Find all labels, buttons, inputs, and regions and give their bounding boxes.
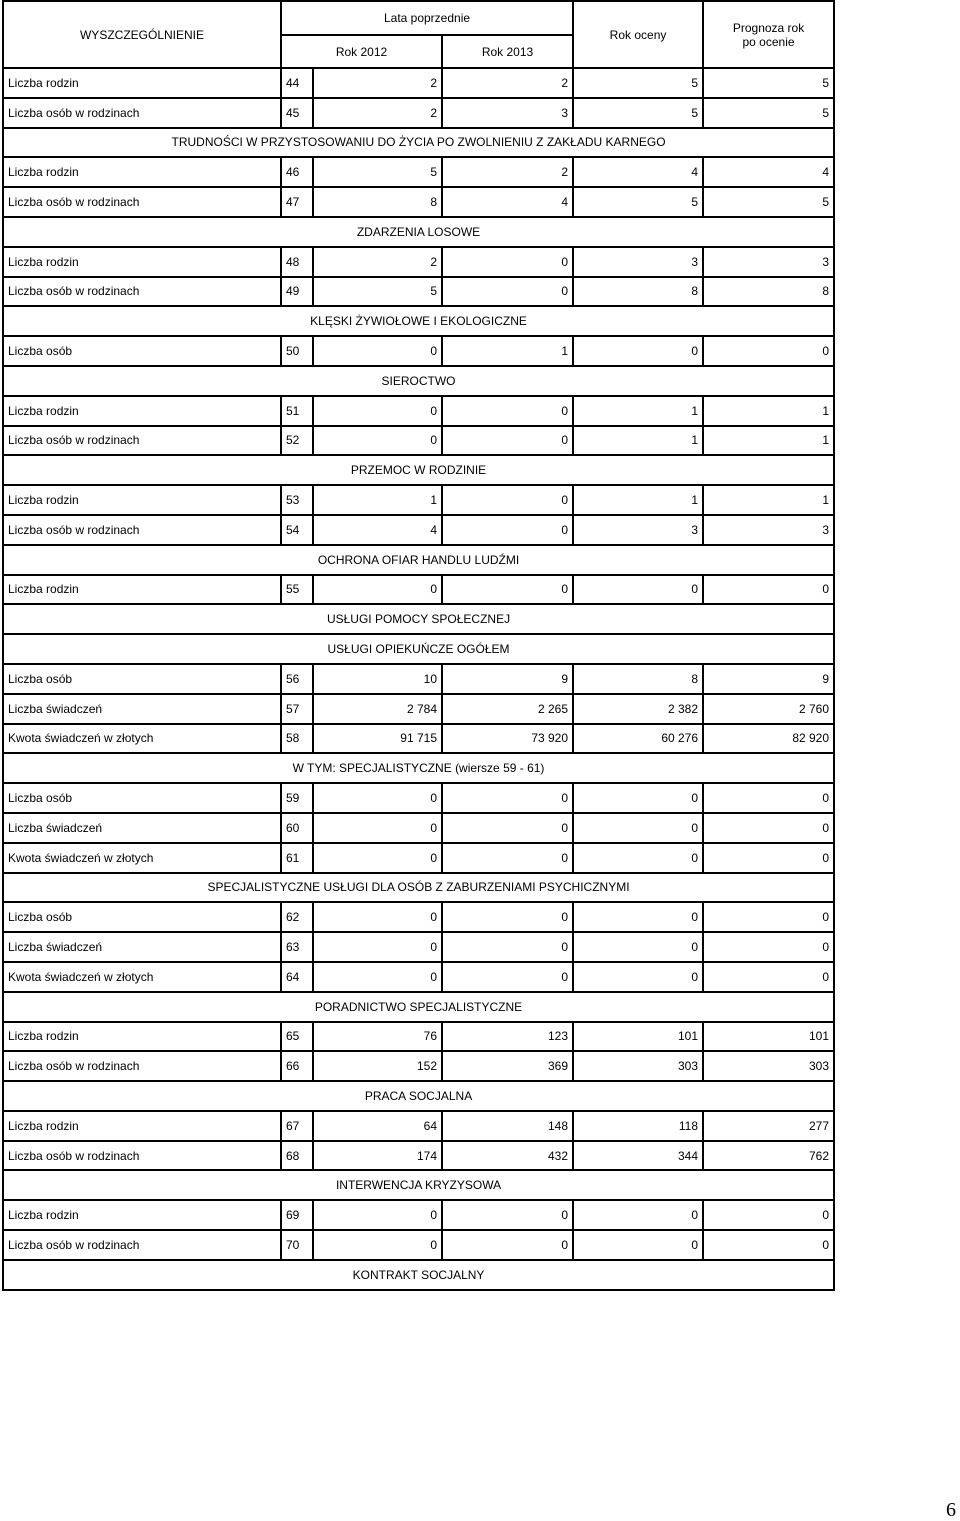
value-assessment-year: 0 [573, 783, 703, 813]
row-label: Kwota świadczeń w złotych [3, 843, 281, 873]
section-heading: USŁUGI OPIEKUŃCZE OGÓŁEM [3, 634, 834, 664]
value-assessment-year: 5 [573, 68, 703, 98]
row-number: 65 [281, 1022, 313, 1052]
value-assessment-year: 344 [573, 1141, 703, 1171]
section-heading: PRZEMOC W RODZINIE [3, 455, 834, 485]
value-assessment-year: 2 382 [573, 694, 703, 724]
value-2013: 1 [442, 336, 573, 366]
section-heading: TRUDNOŚCI W PRZYSTOSOWANIU DO ŻYCIA PO ZWOLNIENIU Z ZAKŁADU KARNEGO [3, 128, 834, 158]
header-forecast [703, 1, 834, 68]
row-label: Liczba osób [3, 783, 281, 813]
value-assessment-year: 1 [573, 396, 703, 426]
row-number: 46 [281, 157, 313, 187]
value-forecast: 0 [703, 902, 834, 932]
row-number: 53 [281, 485, 313, 515]
value-2012: 76 [313, 1022, 442, 1052]
value-forecast: 1 [703, 396, 834, 426]
value-forecast: 0 [703, 575, 834, 605]
section-row [3, 306, 834, 336]
row-number: 67 [281, 1111, 313, 1141]
value-forecast: 762 [703, 1141, 834, 1171]
table-row [3, 1111, 834, 1141]
row-number: 56 [281, 664, 313, 694]
value-2012: 64 [313, 1111, 442, 1141]
value-assessment-year: 0 [573, 336, 703, 366]
row-label: Liczba osób w rodzinach [3, 1051, 281, 1081]
row-label: Liczba rodzin [3, 68, 281, 98]
value-2012: 2 [313, 98, 442, 128]
value-forecast: 1 [703, 485, 834, 515]
table-row [3, 962, 834, 992]
row-number: 61 [281, 843, 313, 873]
section-heading: W TYM: SPECJALISTYCZNE (wiersze 59 - 61) [3, 753, 834, 783]
section-row [3, 753, 834, 783]
value-2013: 0 [442, 1200, 573, 1230]
table-row [3, 187, 834, 217]
row-number: 64 [281, 962, 313, 992]
header-assessment-year: Rok oceny [573, 1, 703, 68]
table-row [3, 575, 834, 605]
value-assessment-year: 0 [573, 1200, 703, 1230]
value-2013: 369 [442, 1051, 573, 1081]
value-assessment-year: 60 276 [573, 724, 703, 754]
header-year-2012: Rok 2012 [281, 35, 442, 68]
row-number: 44 [281, 68, 313, 98]
value-assessment-year: 1 [573, 426, 703, 456]
value-2013: 0 [442, 426, 573, 456]
table-row [3, 724, 834, 754]
value-assessment-year: 303 [573, 1051, 703, 1081]
report-table [2, 0, 835, 1291]
value-2013: 123 [442, 1022, 573, 1052]
value-assessment-year: 0 [573, 575, 703, 605]
section-row [3, 545, 834, 575]
row-number: 45 [281, 98, 313, 128]
section-heading: PORADNICTWO SPECJALISTYCZNE [3, 992, 834, 1022]
value-2012: 0 [313, 396, 442, 426]
table-body [3, 68, 834, 1290]
value-2013: 2 265 [442, 694, 573, 724]
value-forecast: 5 [703, 187, 834, 217]
row-number: 62 [281, 902, 313, 932]
value-2013: 0 [442, 932, 573, 962]
value-assessment-year: 101 [573, 1022, 703, 1052]
value-forecast: 0 [703, 1230, 834, 1260]
value-assessment-year: 0 [573, 843, 703, 873]
value-2013: 73 920 [442, 724, 573, 754]
value-2012: 2 784 [313, 694, 442, 724]
value-forecast: 9 [703, 664, 834, 694]
section-row [3, 1081, 834, 1111]
row-label: Liczba rodzin [3, 1022, 281, 1052]
value-2013: 0 [442, 843, 573, 873]
section-row [3, 366, 834, 396]
row-label: Liczba osób w rodzinach [3, 1141, 281, 1171]
value-2013: 148 [442, 1111, 573, 1141]
row-label: Liczba osób [3, 902, 281, 932]
row-label: Liczba rodzin [3, 1111, 281, 1141]
value-assessment-year: 8 [573, 277, 703, 307]
table-row [3, 68, 834, 98]
value-2012: 0 [313, 336, 442, 366]
value-assessment-year: 5 [573, 98, 703, 128]
table-row [3, 813, 834, 843]
value-assessment-year: 0 [573, 1230, 703, 1260]
section-heading: SIEROCTWO [3, 366, 834, 396]
section-row [3, 634, 834, 664]
value-2013: 0 [442, 1230, 573, 1260]
header-previous-years: Lata poprzednie [281, 1, 573, 35]
table-row [3, 515, 834, 545]
value-2012: 0 [313, 426, 442, 456]
value-assessment-year: 8 [573, 664, 703, 694]
row-label: Liczba osób w rodzinach [3, 98, 281, 128]
row-label: Liczba osób [3, 664, 281, 694]
table-row [3, 277, 834, 307]
table-row [3, 396, 834, 426]
table-row [3, 426, 834, 456]
value-assessment-year: 3 [573, 247, 703, 277]
value-forecast: 1 [703, 426, 834, 456]
row-label: Liczba osób [3, 336, 281, 366]
value-2012: 8 [313, 187, 442, 217]
table-row [3, 1022, 834, 1052]
value-forecast: 4 [703, 157, 834, 187]
section-row [3, 217, 834, 247]
section-heading: ZDARZENIA LOSOWE [3, 217, 834, 247]
row-label: Liczba rodzin [3, 485, 281, 515]
table-row [3, 1141, 834, 1171]
value-2013: 0 [442, 902, 573, 932]
section-heading: INTERWENCJA KRYZYSOWA [3, 1170, 834, 1200]
value-forecast: 0 [703, 813, 834, 843]
row-number: 66 [281, 1051, 313, 1081]
value-forecast: 0 [703, 336, 834, 366]
value-2013: 3 [442, 98, 573, 128]
row-number: 58 [281, 724, 313, 754]
section-row [3, 128, 834, 158]
value-2012: 0 [313, 783, 442, 813]
value-forecast: 2 760 [703, 694, 834, 724]
page-number: 6 [946, 1499, 956, 1521]
value-2012: 0 [313, 902, 442, 932]
value-forecast: 0 [703, 962, 834, 992]
value-forecast: 277 [703, 1111, 834, 1141]
row-label: Kwota świadczeń w złotych [3, 724, 281, 754]
value-forecast: 101 [703, 1022, 834, 1052]
value-forecast: 303 [703, 1051, 834, 1081]
header-year-2013: Rok 2013 [442, 35, 573, 68]
row-number: 70 [281, 1230, 313, 1260]
row-label: Kwota świadczeń w złotych [3, 962, 281, 992]
row-number: 54 [281, 515, 313, 545]
value-forecast: 3 [703, 515, 834, 545]
value-2012: 2 [313, 68, 442, 98]
table-row [3, 843, 834, 873]
section-heading: SPECJALISTYCZNE USŁUGI DLA OSÓB Z ZABURZENIAMI PSYCHICZNYMI [3, 873, 834, 903]
value-2012: 174 [313, 1141, 442, 1171]
table-row [3, 694, 834, 724]
row-label: Liczba rodzin [3, 575, 281, 605]
row-label: Liczba rodzin [3, 247, 281, 277]
header-forecast-line1: Prognoza rok [732, 20, 805, 35]
value-assessment-year: 1 [573, 485, 703, 515]
value-2013: 0 [442, 515, 573, 545]
value-assessment-year: 0 [573, 902, 703, 932]
row-label: Liczba rodzin [3, 1200, 281, 1230]
section-heading: USŁUGI POMOCY SPOŁECZNEJ [3, 604, 834, 634]
value-2013: 0 [442, 575, 573, 605]
table-row [3, 932, 834, 962]
value-2013: 2 [442, 157, 573, 187]
row-label: Liczba osób w rodzinach [3, 515, 281, 545]
value-2012: 0 [313, 932, 442, 962]
header-description: WYSZCZEGÓLNIENIE [3, 1, 281, 68]
value-forecast: 5 [703, 98, 834, 128]
value-forecast: 5 [703, 68, 834, 98]
row-label: Liczba osób w rodzinach [3, 277, 281, 307]
table-row [3, 1200, 834, 1230]
value-2013: 0 [442, 783, 573, 813]
value-2013: 9 [442, 664, 573, 694]
row-label: Liczba świadczeń [3, 813, 281, 843]
value-assessment-year: 0 [573, 962, 703, 992]
row-label: Liczba osób w rodzinach [3, 426, 281, 456]
value-assessment-year: 5 [573, 187, 703, 217]
row-label: Liczba osób w rodzinach [3, 1230, 281, 1260]
value-2013: 4 [442, 187, 573, 217]
value-2012: 2 [313, 247, 442, 277]
table-row [3, 783, 834, 813]
value-2013: 0 [442, 277, 573, 307]
section-heading: PRACA SOCJALNA [3, 1081, 834, 1111]
value-2012: 0 [313, 1200, 442, 1230]
value-2013: 0 [442, 485, 573, 515]
table-row [3, 902, 834, 932]
row-number: 50 [281, 336, 313, 366]
value-2012: 0 [313, 575, 442, 605]
table-row [3, 664, 834, 694]
row-label: Liczba osób w rodzinach [3, 187, 281, 217]
value-forecast: 0 [703, 1200, 834, 1230]
section-heading: KONTRAKT SOCJALNY [3, 1260, 834, 1290]
value-2012: 0 [313, 813, 442, 843]
value-2012: 4 [313, 515, 442, 545]
value-forecast: 8 [703, 277, 834, 307]
row-number: 68 [281, 1141, 313, 1171]
value-2013: 0 [442, 247, 573, 277]
value-assessment-year: 0 [573, 813, 703, 843]
table-row [3, 336, 834, 366]
table-header [3, 1, 834, 68]
table-row [3, 247, 834, 277]
value-assessment-year: 3 [573, 515, 703, 545]
section-row [3, 455, 834, 485]
value-2013: 432 [442, 1141, 573, 1171]
table-row [3, 1051, 834, 1081]
value-2012: 1 [313, 485, 442, 515]
value-forecast: 82 920 [703, 724, 834, 754]
row-number: 49 [281, 277, 313, 307]
row-number: 63 [281, 932, 313, 962]
section-row [3, 992, 834, 1022]
row-number: 55 [281, 575, 313, 605]
value-assessment-year: 4 [573, 157, 703, 187]
row-number: 47 [281, 187, 313, 217]
value-2012: 152 [313, 1051, 442, 1081]
table-row [3, 485, 834, 515]
section-heading: OCHRONA OFIAR HANDLU LUDŹMI [3, 545, 834, 575]
value-2012: 91 715 [313, 724, 442, 754]
table-row [3, 157, 834, 187]
row-number: 48 [281, 247, 313, 277]
section-row [3, 604, 834, 634]
table-row [3, 1230, 834, 1260]
row-label: Liczba rodzin [3, 396, 281, 426]
row-number: 59 [281, 783, 313, 813]
row-label: Liczba świadczeń [3, 932, 281, 962]
value-assessment-year: 118 [573, 1111, 703, 1141]
value-2013: 0 [442, 396, 573, 426]
value-2012: 0 [313, 1230, 442, 1260]
value-2012: 0 [313, 962, 442, 992]
value-assessment-year: 0 [573, 932, 703, 962]
value-2012: 5 [313, 277, 442, 307]
value-forecast: 0 [703, 843, 834, 873]
value-forecast: 0 [703, 932, 834, 962]
row-label: Liczba rodzin [3, 157, 281, 187]
section-row [3, 1170, 834, 1200]
row-label: Liczba świadczeń [3, 694, 281, 724]
row-number: 69 [281, 1200, 313, 1230]
value-2013: 2 [442, 68, 573, 98]
section-row [3, 1260, 834, 1290]
row-number: 57 [281, 694, 313, 724]
table-row [3, 98, 834, 128]
section-heading: KLĘSKI ŻYWIOŁOWE I EKOLOGICZNE [3, 306, 834, 336]
value-2013: 0 [442, 813, 573, 843]
header-forecast-line2: po ocenie [742, 34, 795, 49]
value-2012: 5 [313, 157, 442, 187]
row-number: 51 [281, 396, 313, 426]
value-2013: 0 [442, 962, 573, 992]
row-number: 52 [281, 426, 313, 456]
value-forecast: 0 [703, 783, 834, 813]
section-row [3, 873, 834, 903]
row-number: 60 [281, 813, 313, 843]
value-forecast: 3 [703, 247, 834, 277]
value-2012: 0 [313, 843, 442, 873]
value-2012: 10 [313, 664, 442, 694]
